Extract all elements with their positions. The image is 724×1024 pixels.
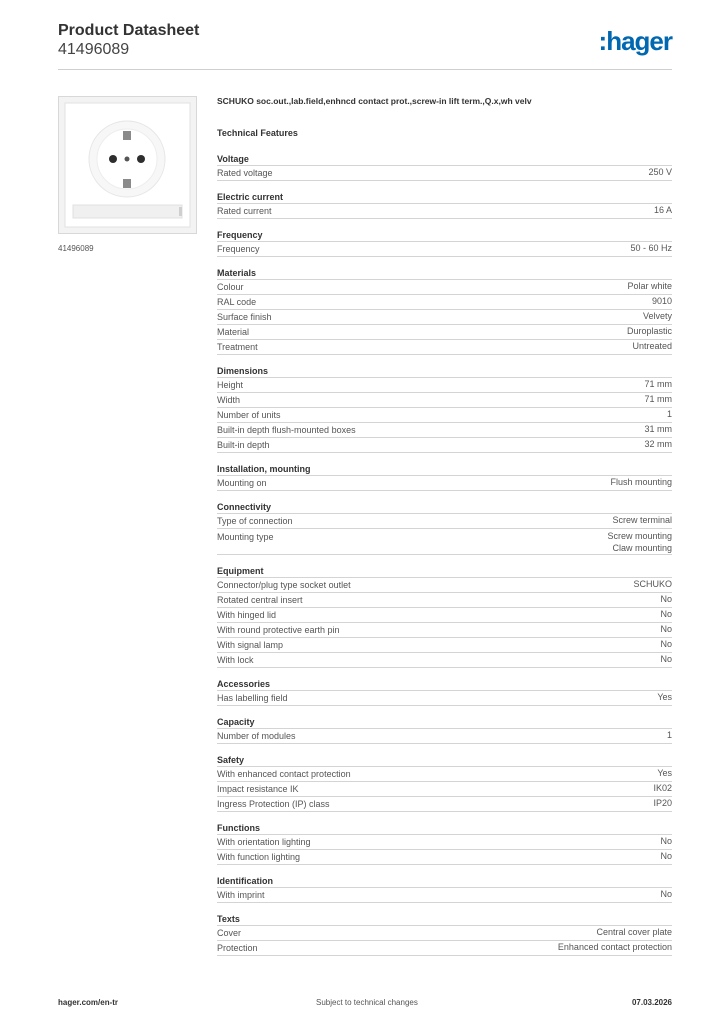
feature-row [217, 325, 672, 340]
feature-value [644, 393, 672, 407]
hager-logo: :hager [598, 26, 672, 56]
feature-value-text: 9010 [651, 296, 672, 306]
section-title: Capacity [217, 715, 672, 729]
feature-value [667, 729, 672, 743]
feature-label: Type of connection [217, 516, 293, 526]
feature-row [217, 242, 672, 257]
feature-row [217, 608, 672, 623]
feature-value-text: No [660, 889, 672, 899]
feature-row [217, 767, 672, 782]
section-title: Frequency [217, 228, 672, 242]
datasheet-content [217, 96, 672, 965]
feature-value [660, 850, 672, 864]
feature-row [217, 310, 672, 325]
section-title: Dimensions [217, 364, 672, 378]
feature-value-text: 16 A [653, 205, 672, 215]
feature-label: Built-in depth flush-mounted boxes [217, 425, 356, 435]
feature-row [217, 340, 672, 355]
feature-value [648, 166, 672, 180]
feature-value [660, 835, 672, 849]
feature-label: RAL code [217, 297, 257, 307]
feature-row [217, 408, 672, 423]
footer-date: 07.03.2026 [631, 998, 672, 1007]
feature-label: Treatment [217, 342, 258, 352]
feature-value-text: Duroplastic [626, 326, 672, 336]
feature-row [217, 797, 672, 812]
feature-label: Ingress Protection (IP) class [217, 799, 330, 809]
feature-label: Protection [217, 943, 258, 953]
feature-value [660, 593, 672, 607]
feature-value-text: Yes [657, 692, 672, 702]
feature-value-text: No [660, 594, 672, 604]
feature-row [217, 578, 672, 593]
feature-label: Frequency [217, 244, 260, 254]
feature-value-text: Yes [657, 768, 672, 778]
feature-value-text: SCHUKO [633, 579, 672, 589]
feature-value [653, 782, 672, 796]
feature-value-text: Central cover plate [596, 927, 672, 937]
feature-value [657, 691, 672, 705]
feature-row [217, 729, 672, 744]
section-title: Equipment [217, 564, 672, 578]
feature-row [217, 888, 672, 903]
technical-features-heading: Technical Features [217, 128, 298, 138]
feature-label: Cover [217, 928, 242, 938]
feature-value-text: Screw mounting [607, 531, 672, 541]
feature-value [558, 941, 672, 955]
feature-value [653, 797, 672, 811]
feature-section [217, 500, 672, 555]
feature-value [652, 295, 672, 309]
feature-section [217, 462, 672, 491]
feature-section [217, 364, 672, 453]
feature-label: Impact resistance IK [217, 784, 299, 794]
feature-label: Width [217, 395, 241, 405]
feature-value [657, 767, 672, 781]
feature-value-text: 250 V [648, 167, 672, 177]
feature-label: Rated current [217, 206, 272, 216]
section-title: Accessories [217, 677, 672, 691]
feature-row [217, 514, 672, 529]
feature-value [644, 438, 672, 452]
feature-row [217, 653, 672, 668]
feature-section [217, 753, 672, 812]
feature-value [660, 888, 672, 902]
feature-value-text: 71 mm [644, 379, 672, 389]
page-header [58, 22, 672, 70]
feature-label: With orientation lighting [217, 837, 311, 847]
feature-label: Rotated central insert [217, 595, 303, 605]
feature-label: Height [217, 380, 244, 390]
section-title: Texts [217, 912, 672, 926]
section-title: Electric current [217, 190, 672, 204]
feature-label: With lock [217, 655, 254, 665]
feature-row [217, 423, 672, 438]
feature-value [660, 638, 672, 652]
feature-value-text: Enhanced contact protection [557, 942, 672, 952]
feature-sections [217, 152, 672, 956]
feature-row [217, 529, 672, 555]
image-caption: 41496089 [58, 244, 94, 253]
product-number: 41496089 [58, 41, 130, 58]
feature-row [217, 295, 672, 310]
feature-value-text: No [660, 851, 672, 861]
section-title: Functions [217, 821, 672, 835]
section-title: Connectivity [217, 500, 672, 514]
feature-label: Number of units [217, 410, 281, 420]
feature-row [217, 638, 672, 653]
feature-label: With imprint [217, 890, 265, 900]
socket-outlet-icon [59, 97, 196, 233]
feature-label: With round protective earth pin [217, 625, 340, 635]
feature-label: Rated voltage [217, 168, 273, 178]
feature-value [660, 608, 672, 622]
feature-row [217, 850, 672, 865]
feature-row [217, 393, 672, 408]
feature-row [217, 438, 672, 453]
section-title: Installation, mounting [217, 462, 672, 476]
feature-value [633, 578, 672, 592]
feature-label: With hinged lid [217, 610, 277, 620]
feature-value-text: No [660, 609, 672, 619]
feature-label: With signal lamp [217, 640, 284, 650]
feature-value-text: 50 - 60 Hz [630, 243, 672, 253]
feature-row [217, 835, 672, 850]
feature-value-text: Flush mounting [610, 477, 672, 487]
feature-value [644, 423, 672, 437]
feature-row [217, 623, 672, 638]
feature-section [217, 564, 672, 668]
feature-row [217, 378, 672, 393]
section-title: Materials [217, 266, 672, 280]
page-title: Product Datasheet [58, 22, 200, 39]
feature-section [217, 228, 672, 257]
feature-row [217, 691, 672, 706]
feature-section [217, 266, 672, 355]
feature-section [217, 715, 672, 744]
feature-value-text: 31 mm [644, 424, 672, 434]
feature-value [630, 242, 672, 256]
feature-label: Connector/plug type socket outlet [217, 580, 351, 590]
feature-row [217, 476, 672, 491]
feature-value [660, 623, 672, 637]
footer-notice: Subject to technical changes [316, 998, 418, 1007]
feature-value [607, 530, 672, 554]
feature-value [654, 204, 672, 218]
feature-row [217, 166, 672, 181]
feature-value-text: 32 mm [644, 439, 672, 449]
product-name: SCHUKO soc.out.,lab.field,enhncd contact prot.,screw-in lift term.,Q.x,wh velv [217, 96, 532, 106]
feature-section [217, 677, 672, 706]
feature-value [612, 514, 672, 528]
feature-value [632, 340, 672, 354]
feature-label: Surface finish [217, 312, 272, 322]
feature-value-text: IP20 [653, 798, 672, 808]
section-title: Identification [217, 874, 672, 888]
feature-value [644, 378, 672, 392]
feature-section [217, 912, 672, 956]
feature-value-text: Velvety [642, 311, 672, 321]
feature-row [217, 926, 672, 941]
feature-section [217, 190, 672, 219]
feature-value-text: No [660, 654, 672, 664]
feature-label: Mounting type [217, 532, 274, 542]
feature-value [643, 310, 672, 324]
feature-value [660, 653, 672, 667]
feature-value [596, 926, 672, 940]
feature-value-text: Polar white [627, 281, 672, 291]
feature-section [217, 874, 672, 903]
feature-value-text: 71 mm [644, 394, 672, 404]
feature-value [667, 408, 672, 422]
feature-row [217, 782, 672, 797]
feature-value [627, 280, 672, 294]
feature-value-text: Screw terminal [612, 515, 672, 525]
product-image [58, 96, 197, 234]
footer-website: hager.com/en-tr [58, 998, 119, 1007]
feature-label: Material [217, 327, 250, 337]
feature-value-text: 1 [666, 730, 672, 740]
section-title: Safety [217, 753, 672, 767]
feature-row [217, 204, 672, 219]
feature-value-text: Untreated [632, 341, 672, 351]
feature-value-text: Claw mounting [612, 543, 672, 553]
feature-label: Mounting on [217, 478, 267, 488]
feature-row [217, 280, 672, 295]
feature-label: Built-in depth [217, 440, 270, 450]
feature-value [627, 325, 672, 339]
feature-value [610, 476, 672, 490]
feature-value-text: 1 [666, 409, 672, 419]
feature-label: Has labelling field [217, 693, 288, 703]
feature-value-text: No [660, 624, 672, 634]
section-title: Voltage [217, 152, 672, 166]
feature-section [217, 821, 672, 865]
feature-label: Number of modules [217, 731, 296, 741]
feature-row [217, 593, 672, 608]
feature-value-text: No [660, 639, 672, 649]
feature-section [217, 152, 672, 181]
feature-label: With function lighting [217, 852, 301, 862]
feature-label: Colour [217, 282, 244, 292]
feature-label: With enhanced contact protection [217, 769, 351, 779]
feature-row [217, 941, 672, 956]
feature-value-text: IK02 [653, 783, 672, 793]
feature-value-text: No [660, 836, 672, 846]
